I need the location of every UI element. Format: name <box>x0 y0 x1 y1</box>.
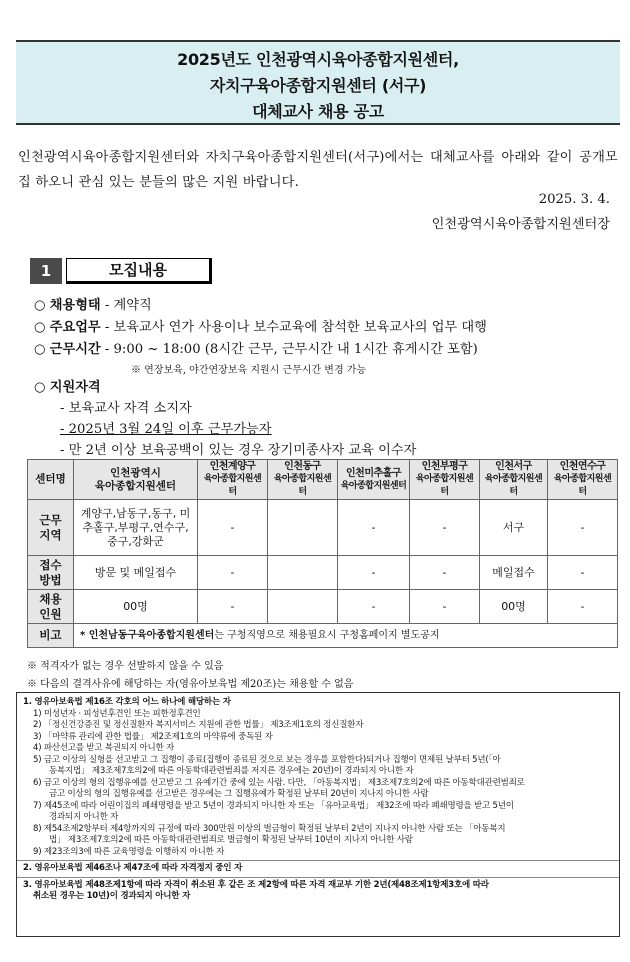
table-cell: 방문 및 메일접수 <box>74 556 198 590</box>
qualification-item: - 2025년 3월 24일 이후 근무가능자 <box>60 422 272 437</box>
disq-heading: 1. 영유아보육법 제16조 각호의 어느 하나에 해당하는 자 <box>23 697 231 707</box>
remark-row <box>28 624 618 648</box>
table-cell <box>268 500 338 556</box>
disq-item: 4) 파산선고를 받고 복권되지 아니한 자 <box>33 743 175 753</box>
table-cell: - <box>338 590 410 624</box>
table-header-label: 센터명 <box>28 460 74 500</box>
table-row <box>28 500 618 556</box>
row-label: 채용 <box>39 591 62 606</box>
duty-line <box>34 316 487 335</box>
title-box <box>16 40 620 125</box>
section-title: 모집내용 <box>66 258 212 284</box>
disq-item-cont: 동복지법」 제3조제7호의2에 따른 아동학대관련범죄를 저지른 경우에는 20년)이 경과되지 아니한 자 <box>49 766 414 776</box>
center-header <box>198 460 268 500</box>
table-cell: - <box>410 500 480 556</box>
hours-line <box>34 338 478 357</box>
qualification-item: - 보육교사 자격 소지자 <box>60 401 192 416</box>
disq-item: 7) 제45조에 따라 어린이집의 폐쇄명령을 받고 5년이 경과되지 아니한 자 또는 「유아교육법」 제32조에 따라 폐쇄명령을 받고 5년이 <box>33 800 514 811</box>
remark-bold: * 인천남동구육아종합지원센터 <box>80 630 215 641</box>
table-cell <box>268 556 338 590</box>
center-suffix: 육아종합지원센터 <box>94 479 177 492</box>
qualification-label: 지원자격 <box>49 380 101 395</box>
table-cell: - <box>198 500 268 556</box>
table-cell: - <box>410 590 480 624</box>
note-line: ※ 다음의 결격사유에 해당하는 자(영유아보육법 제20조)는 채용할 수 없음 <box>27 679 354 690</box>
table-cell: - <box>548 590 618 624</box>
table-cell: 00명 <box>480 590 548 624</box>
title-line-3: 대체교사 채용 공고 <box>252 102 384 121</box>
table-cell: 00명 <box>74 590 198 624</box>
remark-cell <box>74 624 618 648</box>
center-header <box>268 460 338 500</box>
row-label: 지역 <box>39 527 62 542</box>
center-name: 인천동구 <box>284 461 321 472</box>
table-header-row <box>28 460 618 500</box>
center-suffix: 육아종합지원센터 <box>203 474 262 497</box>
disqualification-box <box>16 692 620 937</box>
table-cell: - <box>338 500 410 556</box>
table-cell: - <box>410 556 480 590</box>
table-row <box>28 590 618 624</box>
row-header <box>28 590 74 624</box>
bullet: ○ <box>34 342 46 357</box>
employment-label: 채용형태 <box>49 298 101 313</box>
employment-value: - 계약직 <box>104 298 152 313</box>
row-label: 인원 <box>39 606 62 621</box>
remark-text: 는 구청직영으로 채용필요시 구청홈페이지 별도공지 <box>214 630 440 641</box>
table-cell: - <box>198 556 268 590</box>
center-suffix: 육아종합지원센터 <box>415 474 474 497</box>
table-cell: 서구 <box>480 500 548 556</box>
hours-value: - 9:00 ~ 18:00 (8시간 근무, 근무시간 내 1시간 휴게시간 포함) <box>104 342 478 357</box>
disq-item: 5) 금고 이상의 실형을 선고받고 그 집행이 종료(집행이 종료된 것으로 보는 경우를 포함한다)되거나 집행이 면제된 날부터 5년(「아 <box>33 754 501 765</box>
section-number: 1 <box>30 258 62 284</box>
center-header <box>74 460 198 500</box>
center-suffix: 육아종합지원센터 <box>553 474 612 497</box>
disq-item: 1) 미성년자 · 피성년후견인 또는 피한정후견인 <box>33 708 201 719</box>
table-row <box>28 556 618 590</box>
center-name: 인천서구 <box>495 461 532 472</box>
table-cell: - <box>198 590 268 624</box>
disq-item: 6) 금고 이상의 형의 집행유예를 선고받고 그 유예기간 중에 있는 사람. 다만, 「아동복지법」 제3조제7호의2에 따른 아동학대관련범죄로 <box>33 777 525 788</box>
row-header <box>28 500 74 556</box>
disq-heading-cont: 취소된 경우는 10년)이 경과되지 아니한 자 <box>33 891 191 901</box>
remark-label: 비고 <box>28 624 74 648</box>
signature: 인천광역시육아종합지원센터장 <box>431 217 610 232</box>
hours-label: 근무시간 <box>49 342 101 357</box>
employment-type-line <box>34 294 152 313</box>
divider <box>17 877 619 878</box>
bullet: ○ <box>34 298 46 313</box>
disq-heading: 3. 영유아보육법 제48조제1항에 따라 자격이 취소된 후 같은 조 제2항에 따른 자격 재교부 기한 2년(제48조제1항제3호에 따라 <box>23 879 489 890</box>
duty-label: 주요업무 <box>49 320 101 335</box>
row-header <box>28 556 74 590</box>
recruitment-table <box>27 459 618 648</box>
center-header <box>410 460 480 500</box>
row-label: 근무 <box>39 512 62 527</box>
center-name: 인천계양구 <box>209 461 256 472</box>
center-suffix: 육아종합지원센터 <box>340 480 407 491</box>
intro-paragraph: 인천광역시육아종합지원센터와 자치구육아종합지원센터(서구)에서는 대체교사를 아래와 같이 공개모집 하오니 관심 있는 분들의 많은 지원 바랍니다. <box>18 150 618 190</box>
title-line-1: 2025년도 인천광역시육아종합지원센터, <box>177 50 459 69</box>
table-cell: - <box>548 500 618 556</box>
announcement-date: 2025. 3. 4. <box>538 192 610 207</box>
center-name: 인천부평구 <box>421 461 468 472</box>
table-cell: 계양구,남동구,동구, 미추홀구,부평구,연수구, 중구,강화군 <box>74 500 198 556</box>
center-suffix: 육아종합지원센터 <box>484 474 543 497</box>
table-cell: - <box>548 556 618 590</box>
center-suffix: 육아종합지원센터 <box>273 474 332 497</box>
divider <box>17 860 619 861</box>
row-label: 접수 <box>39 557 62 572</box>
qualification-line <box>34 376 101 395</box>
disq-item: 2) 「정신건강증진 및 정신질환자 복지서비스 지원에 관한 법률」 제3조제1호의 정신질환자 <box>33 720 364 730</box>
duty-value: - 보육교사 연가 사용이나 보수교육에 참석한 보육교사의 업무 대행 <box>104 320 487 335</box>
title-line-2: 자치구육아종합지원센터 (서구) <box>209 76 427 95</box>
center-name: 인천광역시 <box>110 466 161 479</box>
disq-item-cont: 경과되지 아니한 자 <box>49 812 119 822</box>
center-header <box>548 460 618 500</box>
qualification-item: - 만 2년 이상 보육공백이 있는 경우 장기미종사자 교육 이수자 <box>60 443 417 458</box>
center-name: 인천연수구 <box>559 461 606 472</box>
bullet: ○ <box>34 380 46 395</box>
disq-item: 3) 「마약류 관리에 관한 법률」 제2조제1호의 마약류에 중독된 자 <box>33 731 273 742</box>
center-header <box>338 460 410 500</box>
bullet: ○ <box>34 320 46 335</box>
table-cell <box>268 590 338 624</box>
disq-item: 8) 제54조제2항부터 제4항까지의 규정에 따라 300만원 이상의 벌금형이 확정된 날부터 2년이 지나지 아니한 사람 또는 「아동복지 <box>33 823 506 834</box>
disq-item: 9) 제23조의3에 따른 교육명령을 이행하지 아니한 자 <box>33 846 225 857</box>
center-header <box>480 460 548 500</box>
disq-item-cont: 법」 제3조제7호의2에 따른 아동학대관련범죄로 벌금형이 확정된 날부터 10년이 지나지 아니한 사람 <box>49 835 413 845</box>
center-name: 인천미추홀구 <box>346 467 401 479</box>
note-line: ※ 적격자가 없는 경우 선발하지 않을 수 있음 <box>27 661 224 672</box>
disq-item-cont: 금고 이상의 형의 집행유예를 선고받은 경우에는 그 집행유예가 확정된 날부터 20년이 지나지 아니한 사람 <box>49 789 429 799</box>
table-cell: - <box>338 556 410 590</box>
table-cell: 메일접수 <box>480 556 548 590</box>
disq-heading: 2. 영유아보육법 제46조나 제47조에 따라 자격정지 중인 자 <box>23 863 243 873</box>
hours-note: ※ 연장보육, 야간연장보육 지원시 근무시간 변경 가능 <box>131 365 367 376</box>
row-label: 방법 <box>39 572 62 587</box>
